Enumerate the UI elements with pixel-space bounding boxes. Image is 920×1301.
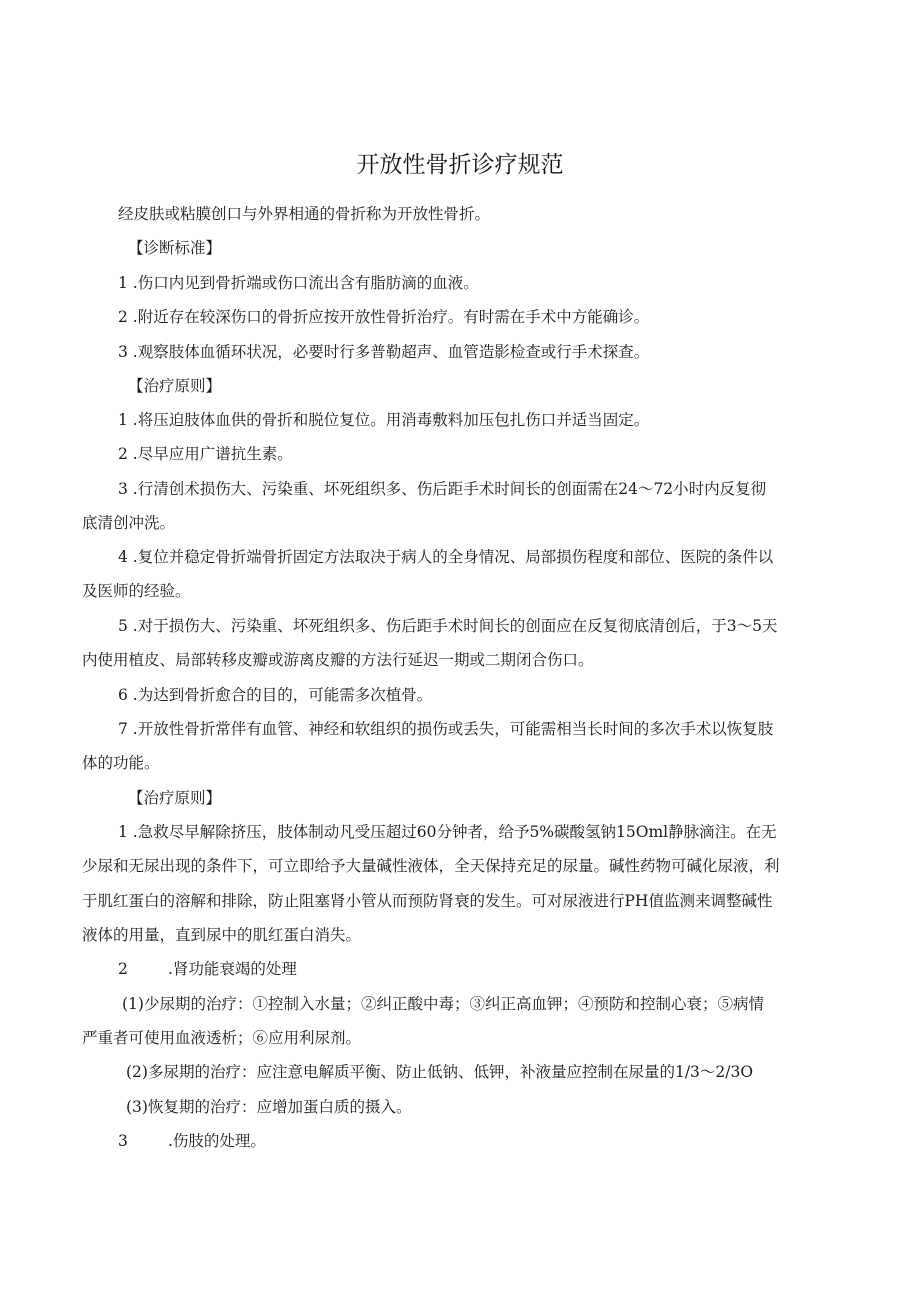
treatment-item-7-line-2: 体的功能。: [82, 754, 160, 772]
rescue-item-line-4: 液体的用量，直到尿中的肌红蛋白消失。: [82, 926, 362, 944]
treatment-heading-2: 【治疗原则】: [128, 789, 222, 807]
page-title: 开放性骨折诊疗规范: [356, 152, 564, 178]
treatment-item-4-line-1: 4 .复位并稳定骨折端骨折固定方法取决于病人的全身情况、局部损伤程度和部位、医院的条件以: [118, 548, 774, 566]
recovery-line: (3)恢复期的治疗：应增加蛋白质的摄入。: [126, 1098, 412, 1116]
diagnosis-item-2: 2 .附近存在较深伤口的骨折应按开放性骨折治疗。有时需在手术中方能确诊。: [118, 308, 650, 326]
rescue-item-line-1: 1 .急救尽早解除挤压，肢体制动凡受压超过60分钟者，给予5%碳酸氢钠15Oml静脉滴注。在无: [118, 823, 777, 841]
treatment-item-7-line-1: 7 .开放性骨折常伴有血管、神经和软组织的损伤或丢失，可能需相当长时间的多次手术以恢复肢: [118, 720, 774, 738]
polyuria-line: (2)多尿期的治疗：应注意电解质平衡、防止低钠、低钾，补液量应控制在尿量的1/3～2/3O: [126, 1063, 754, 1081]
diagnosis-item-1: 1 .伤口内见到骨折端或伤口流出含有脂肪滴的血液。: [118, 274, 479, 292]
renal-failure-number: 2: [118, 960, 128, 978]
injured-limb-heading: .伤肢的处理。: [168, 1132, 266, 1150]
treatment-item-5-line-1: 5 .对于损伤大、污染重、坏死组织多、伤后距手术时间长的创面应在反复彻底清创后，于3～5天: [118, 617, 778, 635]
diagnosis-heading: 【诊断标准】: [128, 239, 222, 257]
intro-paragraph: 经皮肤或粘膜创口与外界相通的骨折称为开放性骨折。: [118, 205, 491, 223]
rescue-item-line-3: 于肌红蛋白的溶解和排除，防止阻塞肾小管从而预防肾衰的发生。可对尿液进行PH值监测来调整碱性: [82, 892, 773, 910]
treatment-item-3-line-2: 底清创冲洗。: [82, 514, 176, 532]
rescue-item-line-2: 少尿和无尿出现的条件下，可立即给予大量碱性液体，全天保持充足的尿量。碱性药物可碱化尿液，利: [82, 857, 780, 875]
treatment-item-4-line-2: 及医师的经验。: [82, 582, 191, 600]
injured-limb-number: 3: [118, 1132, 128, 1150]
oliguria-line-1: (1)少尿期的治疗：①控制入水量；②纠正酸中毒；③纠正高血钾；④预防和控制心衰；⑤病情: [122, 995, 764, 1013]
treatment-item-2: 2 .尽早应用广谱抗生素。: [118, 445, 293, 463]
treatment-item-1: 1 .将压迫肢体血供的骨折和脱位复位。用消毒敷料加压包扎伤口并适当固定。: [118, 411, 650, 429]
treatment-item-5-line-2: 内使用植皮、局部转移皮瓣或游离皮瓣的方法行延迟一期或二期闭合伤口。: [82, 651, 594, 669]
oliguria-line-2: 严重者可使用血液透析；⑥应用利尿剂。: [82, 1029, 362, 1047]
treatment-heading-1: 【治疗原则】: [128, 377, 222, 395]
treatment-item-3-line-1: 3 .行清创术损伤大、污染重、坏死组织多、伤后距手术时间长的创面需在24～72小时内反复彻: [118, 480, 767, 498]
diagnosis-item-3: 3 .观察肢体血循环状况，必要时行多普勒超声、血管造影检查或行手术探查。: [118, 343, 650, 361]
treatment-item-6: 6 .为达到骨折愈合的目的，可能需多次植骨。: [118, 686, 433, 704]
renal-failure-heading: .肾功能衰竭的处理: [168, 960, 297, 978]
